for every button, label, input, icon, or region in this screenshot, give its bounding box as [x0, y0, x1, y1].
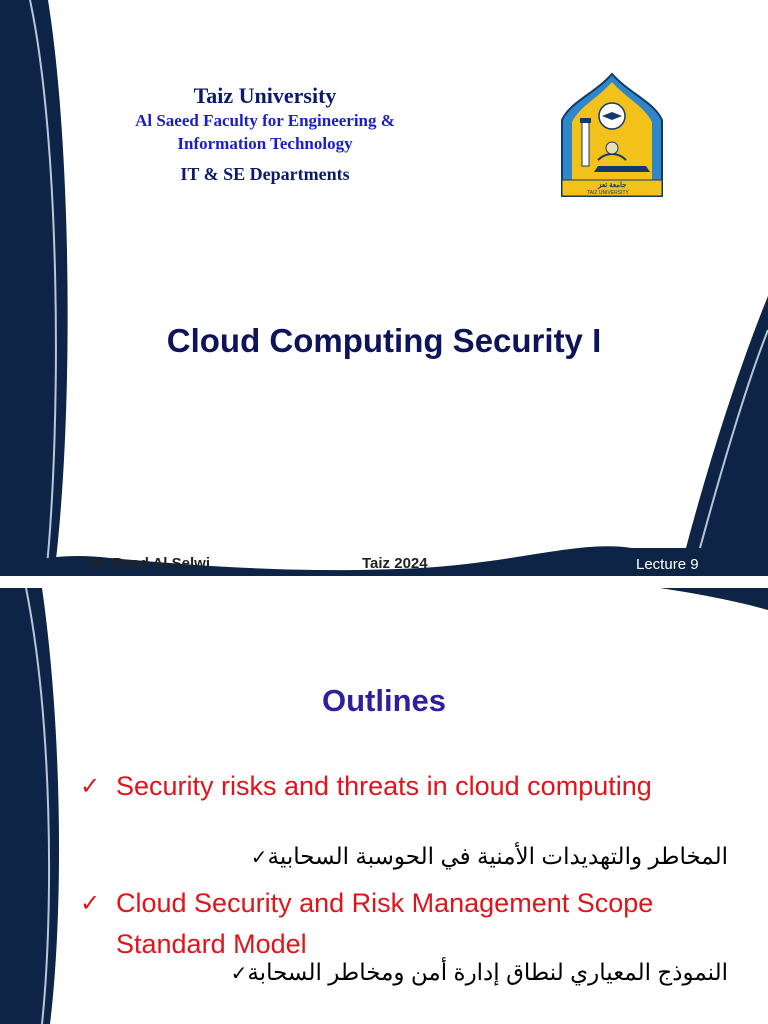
- outline-item-1-text: Security risks and threats in cloud computing: [116, 771, 652, 801]
- logo-caption-arabic: جامعة تعز: [598, 182, 627, 189]
- outline-item-1-arabic-text: المخاطر والتهديدات الأمنية في الحوسبة السحابية: [267, 843, 728, 869]
- checkmark-icon: ✓: [230, 963, 248, 985]
- university-name: Taiz University: [193, 83, 337, 108]
- logo-caption-english: TAIZ UNIVERSITY: [587, 190, 629, 196]
- lecture-number: Lecture 9: [636, 556, 699, 573]
- outline-item-1-arabic: [237, 843, 728, 870]
- outline-item-2-text: Cloud Security and Risk Management Scope Standard Model: [116, 888, 654, 959]
- faculty-name-line2: Information Technology: [177, 134, 353, 153]
- outline-slide: [0, 588, 768, 1024]
- checkmark-icon: ✓: [80, 890, 101, 917]
- outline-item-2-arabic: [217, 959, 728, 986]
- author-name: Dr. Raad Al Selwi: [88, 555, 210, 572]
- checkmark-icon: ✓: [250, 847, 268, 869]
- slide-separator: [0, 576, 768, 588]
- outline-item-2-arabic-text: النموذج المعياري لنطاق إدارة أمن ومخاطر السحابة: [247, 959, 728, 985]
- faculty-name-line1: Al Saeed Faculty for Engineering &: [135, 111, 395, 130]
- departments-name: IT & SE Departments: [180, 164, 350, 184]
- outline-item-2: [80, 883, 740, 965]
- slide-title: Cloud Computing Security I: [166, 322, 602, 359]
- outline-title: Outlines: [321, 683, 446, 718]
- outline-item-1: [80, 766, 740, 807]
- checkmark-icon: ✓: [80, 773, 101, 800]
- place-year: Taiz 2024: [362, 555, 428, 572]
